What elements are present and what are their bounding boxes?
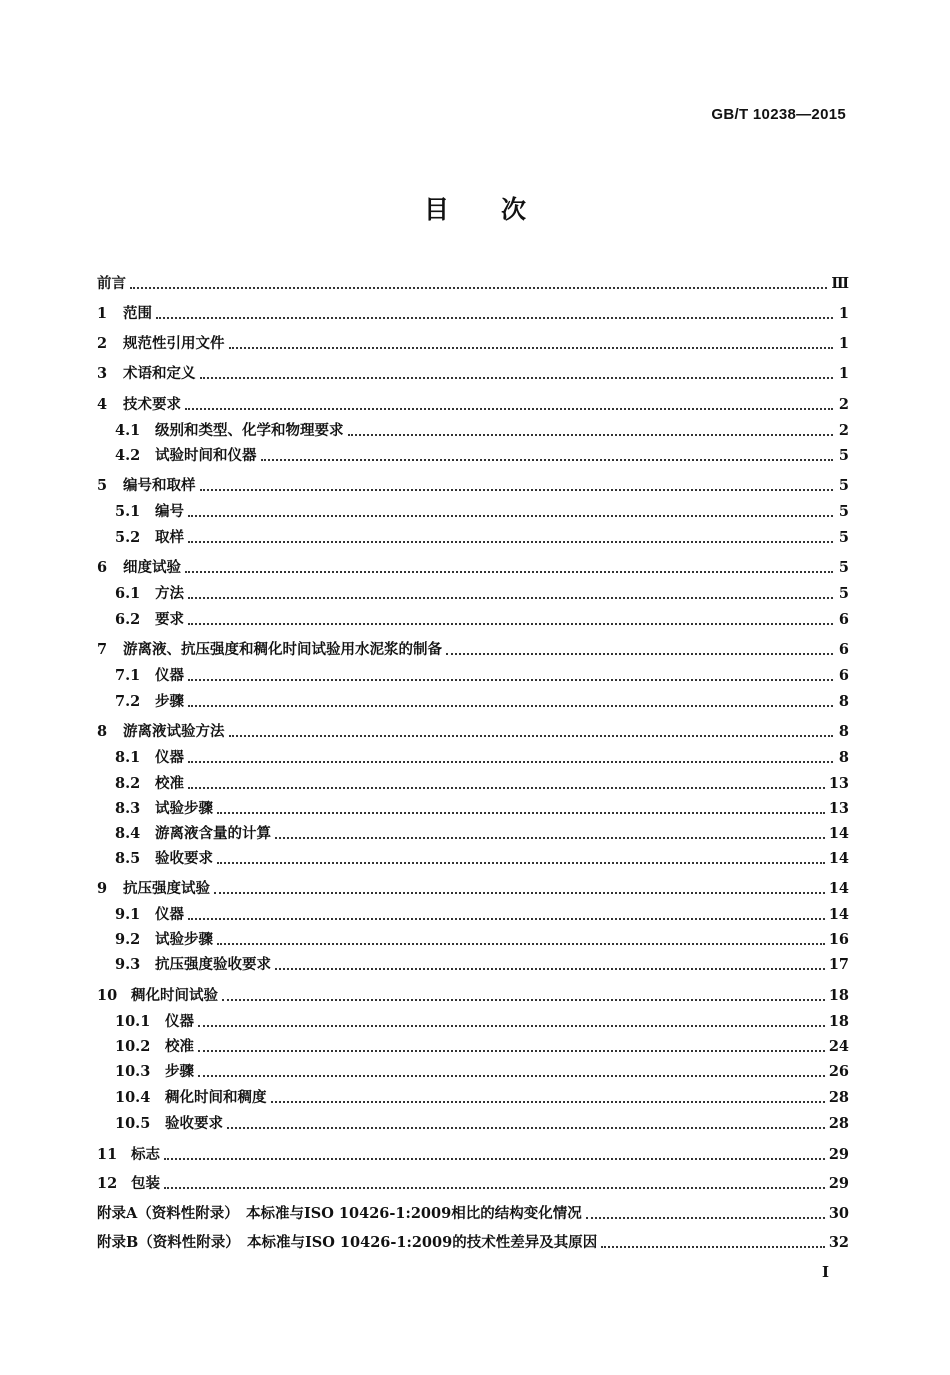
- toc-entry-label: 游离液试验方法: [123, 723, 225, 740]
- toc-entry-page: 6: [838, 641, 849, 658]
- toc-entry[interactable]: [97, 473, 849, 495]
- toc-entry-number: 12: [97, 1175, 118, 1192]
- toc-entry-number: 8.4: [115, 825, 141, 842]
- page-number: I: [822, 1263, 830, 1281]
- toc-dot-leader: [130, 287, 827, 289]
- toc-entry-label: 附录A（资料性附录） 本标准与ISO 10426-1:2009相比的结构变化情况: [97, 1205, 582, 1222]
- toc-dot-leader: [275, 968, 825, 970]
- toc-entry-number: 10.5: [115, 1115, 151, 1132]
- toc-entry-page: 5: [838, 559, 849, 576]
- toc-dot-leader: [446, 653, 833, 655]
- toc-dot-leader: [188, 623, 833, 625]
- toc-dot-leader: [188, 705, 833, 707]
- toc-entry-page: 5: [838, 529, 849, 546]
- toc-entry-number: 9: [97, 880, 108, 897]
- toc-entry-number: 9.1: [115, 906, 141, 923]
- toc-entry-page: 17: [828, 956, 849, 973]
- toc-entry-label: 校准: [165, 1038, 194, 1055]
- toc-dot-leader: [164, 1187, 825, 1189]
- toc-dot-leader: [601, 1246, 825, 1248]
- toc-entry-number: 5.2: [115, 529, 141, 546]
- toc-entry-label: 取样: [155, 529, 184, 546]
- toc-dot-leader: [188, 597, 833, 599]
- toc-entry-number: 4.2: [115, 447, 141, 464]
- toc-dot-leader: [188, 679, 833, 681]
- toc-entry[interactable]: [115, 663, 849, 685]
- toc-dot-leader: [271, 1101, 825, 1103]
- toc-dot-leader: [229, 735, 834, 737]
- toc-entry-number: 4.1: [115, 422, 141, 439]
- toc-entry-label: 规范性引用文件: [123, 335, 225, 352]
- toc-entry[interactable]: [115, 745, 849, 767]
- toc-entry-label: 包装: [131, 1175, 160, 1192]
- toc-entry-label: 技术要求: [123, 396, 181, 413]
- toc-entry-page: 29: [828, 1175, 849, 1192]
- toc-entry-number: 10.1: [115, 1013, 151, 1030]
- toc-dot-leader: [198, 1075, 825, 1077]
- toc-entry[interactable]: [97, 637, 849, 659]
- toc-dot-leader: [188, 761, 833, 763]
- toc-entry-page: 18: [828, 987, 849, 1004]
- toc-entry-page: 28: [828, 1089, 849, 1106]
- toc-entry-number: 2: [97, 335, 108, 352]
- toc-dot-leader: [227, 1127, 825, 1129]
- toc-entry-label: 抗压强度试验: [123, 880, 210, 897]
- toc-entry-page: 14: [828, 880, 849, 897]
- toc-entry-label: 范围: [123, 305, 152, 322]
- toc-entry-number: 9.3: [115, 956, 141, 973]
- toc-entry-page: 2: [838, 396, 849, 413]
- toc-entry-number: 9.2: [115, 931, 141, 948]
- toc-entry[interactable]: [115, 821, 849, 843]
- toc-entry-number: 7: [97, 641, 108, 658]
- toc-entry[interactable]: [97, 1201, 849, 1223]
- toc-entry-page: 14: [828, 825, 849, 842]
- toc-dot-leader: [188, 918, 825, 920]
- toc-entry-page: 8: [838, 693, 849, 710]
- toc-entry-page: 16: [828, 931, 849, 948]
- toc-entry-label: 游离液含量的计算: [155, 825, 271, 842]
- toc-entry-page: 13: [828, 800, 849, 817]
- toc-entry-page: 14: [828, 906, 849, 923]
- toc-dot-leader: [586, 1217, 825, 1219]
- toc-entry-label: 方法: [155, 585, 184, 602]
- toc-dot-leader: [200, 377, 834, 379]
- toc-entry-label: 稠化时间试验: [131, 987, 218, 1004]
- toc-entry-number: 1: [97, 305, 108, 322]
- toc-entry-label: 验收要求: [165, 1115, 223, 1132]
- toc-entry-page: 8: [838, 723, 849, 740]
- toc-entry-page: 5: [838, 503, 849, 520]
- toc-entry-page: 6: [838, 611, 849, 628]
- toc-entry-number: 6: [97, 559, 108, 576]
- toc-entry-number: 6.1: [115, 585, 141, 602]
- toc-entry-label: 前言: [97, 275, 126, 292]
- toc-entry[interactable]: [97, 555, 849, 577]
- toc-entry-page: 6: [838, 667, 849, 684]
- toc-entry-number: 8: [97, 723, 108, 740]
- toc-entry-number: 8.5: [115, 850, 141, 867]
- toc-entry-label: 要求: [155, 611, 184, 628]
- toc-dot-leader: [217, 943, 825, 945]
- toc-entry-page: 1: [838, 305, 849, 322]
- toc-entry[interactable]: [115, 689, 849, 711]
- toc-dot-leader: [188, 787, 825, 789]
- toc-entry-number: 5: [97, 477, 108, 494]
- toc-entry-number: 4: [97, 396, 108, 413]
- toc-dot-leader: [275, 837, 825, 839]
- toc-entry-page: 26: [828, 1063, 849, 1080]
- toc-entry-number: 10.3: [115, 1063, 151, 1080]
- toc-dot-leader: [229, 347, 834, 349]
- toc-entry[interactable]: [115, 952, 849, 974]
- toc-entry[interactable]: [115, 418, 849, 440]
- toc-entry-label: 游离液、抗压强度和稠化时间试验用水泥浆的制备: [123, 641, 442, 658]
- toc-entry[interactable]: [97, 1171, 849, 1193]
- toc-entry-page: 32: [828, 1234, 849, 1251]
- toc-entry-label: 步骤: [155, 693, 184, 710]
- toc-dot-leader: [156, 317, 833, 319]
- toc-entry[interactable]: [97, 983, 849, 1005]
- toc-entry[interactable]: [115, 927, 849, 949]
- toc-dot-leader: [200, 489, 834, 491]
- toc-entry[interactable]: [97, 331, 849, 353]
- toc-entry-page: 1: [838, 365, 849, 382]
- toc-entry[interactable]: [115, 1059, 849, 1081]
- toc-entry-label: 标志: [131, 1146, 160, 1163]
- toc-dot-leader: [188, 515, 833, 517]
- toc-entry-label: 试验时间和仪器: [155, 447, 257, 464]
- toc-entry-number: 11: [97, 1146, 118, 1163]
- toc-dot-leader: [198, 1050, 825, 1052]
- toc-entry-label: 术语和定义: [123, 365, 196, 382]
- toc-entry[interactable]: [115, 1085, 849, 1107]
- toc-entry-number: 8.3: [115, 800, 141, 817]
- toc-entry-page: 29: [828, 1146, 849, 1163]
- toc-entry-page: 1: [838, 335, 849, 352]
- toc-entry-page: 5: [838, 585, 849, 602]
- toc-entry[interactable]: [97, 361, 849, 383]
- toc-entry-label: 验收要求: [155, 850, 213, 867]
- toc-entry-number: 8.1: [115, 749, 141, 766]
- toc-entry-number: 8.2: [115, 775, 141, 792]
- toc-entry-page: 18: [828, 1013, 849, 1030]
- toc-entry-page: 5: [838, 447, 849, 464]
- toc-entry[interactable]: [97, 301, 849, 323]
- toc-entry[interactable]: [115, 581, 849, 603]
- toc-entry-label: 级别和类型、化学和物理要求: [155, 422, 344, 439]
- toc-entry[interactable]: [97, 1142, 849, 1164]
- toc-entry[interactable]: [115, 499, 849, 521]
- toc-entry-page: 2: [838, 422, 849, 439]
- toc-entry[interactable]: [115, 1111, 849, 1133]
- toc-entry-page: 30: [828, 1205, 849, 1222]
- toc-entry-label: 编号: [155, 503, 184, 520]
- toc-entry[interactable]: [115, 796, 849, 818]
- toc-entry[interactable]: [115, 902, 849, 924]
- toc-dot-leader: [261, 459, 834, 461]
- toc-entry-number: 10.4: [115, 1089, 151, 1106]
- toc-entry-page: 8: [838, 749, 849, 766]
- toc-dot-leader: [217, 862, 825, 864]
- toc-dot-leader: [185, 571, 833, 573]
- toc-entry-number: 3: [97, 365, 108, 382]
- toc-dot-leader: [185, 408, 833, 410]
- toc-dot-leader: [188, 541, 833, 543]
- toc-entry-label: 稠化时间和稠度: [165, 1089, 267, 1106]
- toc-entry-label: 附录B（资料性附录） 本标准与ISO 10426-1:2009的技术性差异及其原因: [97, 1234, 598, 1251]
- toc-entry-label: 校准: [155, 775, 184, 792]
- toc-entry-page: 24: [828, 1038, 849, 1055]
- toc-entry[interactable]: [115, 1009, 849, 1031]
- toc-dot-leader: [348, 434, 834, 436]
- toc-dot-leader: [198, 1025, 825, 1027]
- standard-code: GB/T 10238—2015: [711, 106, 846, 123]
- toc-dot-leader: [222, 999, 825, 1001]
- toc-entry-number: 7.1: [115, 667, 141, 684]
- toc-entry-page: 14: [828, 850, 849, 867]
- toc-dot-leader: [217, 812, 825, 814]
- toc-dot-leader: [214, 892, 825, 894]
- toc-entry[interactable]: [115, 525, 849, 547]
- toc-entry-number: 10: [97, 987, 118, 1004]
- toc-entry[interactable]: [97, 1230, 849, 1252]
- toc-entry-page: 5: [838, 477, 849, 494]
- toc-entry[interactable]: [97, 271, 849, 293]
- toc-entry[interactable]: [97, 876, 849, 898]
- page-title: 目次: [423, 195, 578, 224]
- toc-entry-label: 步骤: [165, 1063, 194, 1080]
- toc-entry-number: 6.2: [115, 611, 141, 628]
- toc-entry[interactable]: [115, 846, 849, 868]
- toc-entry-label: 仪器: [155, 667, 184, 684]
- toc-entry[interactable]: [115, 771, 849, 793]
- toc-entry[interactable]: [97, 719, 849, 741]
- toc-entry-label: 试验步骤: [155, 800, 213, 817]
- toc-entry-label: 仪器: [155, 906, 184, 923]
- toc-entry-label: 抗压强度验收要求: [155, 956, 271, 973]
- toc-entry-page: 28: [828, 1115, 849, 1132]
- toc-entry-label: 试验步骤: [155, 931, 213, 948]
- toc-entry-label: 仪器: [155, 749, 184, 766]
- toc-entry-number: 10.2: [115, 1038, 151, 1055]
- toc-entry-label: 编号和取样: [123, 477, 196, 494]
- toc-entry-page: Ⅲ: [831, 275, 849, 292]
- toc-entry-label: 仪器: [165, 1013, 194, 1030]
- toc-entry[interactable]: [115, 1034, 849, 1056]
- toc-entry[interactable]: [115, 607, 849, 629]
- toc-entry-number: 5.1: [115, 503, 141, 520]
- toc-entry-page: 13: [828, 775, 849, 792]
- toc-entry[interactable]: [97, 392, 849, 414]
- toc-entry-number: 7.2: [115, 693, 141, 710]
- toc-dot-leader: [164, 1158, 825, 1160]
- toc-entry-label: 细度试验: [123, 559, 181, 576]
- toc-entry[interactable]: [115, 443, 849, 465]
